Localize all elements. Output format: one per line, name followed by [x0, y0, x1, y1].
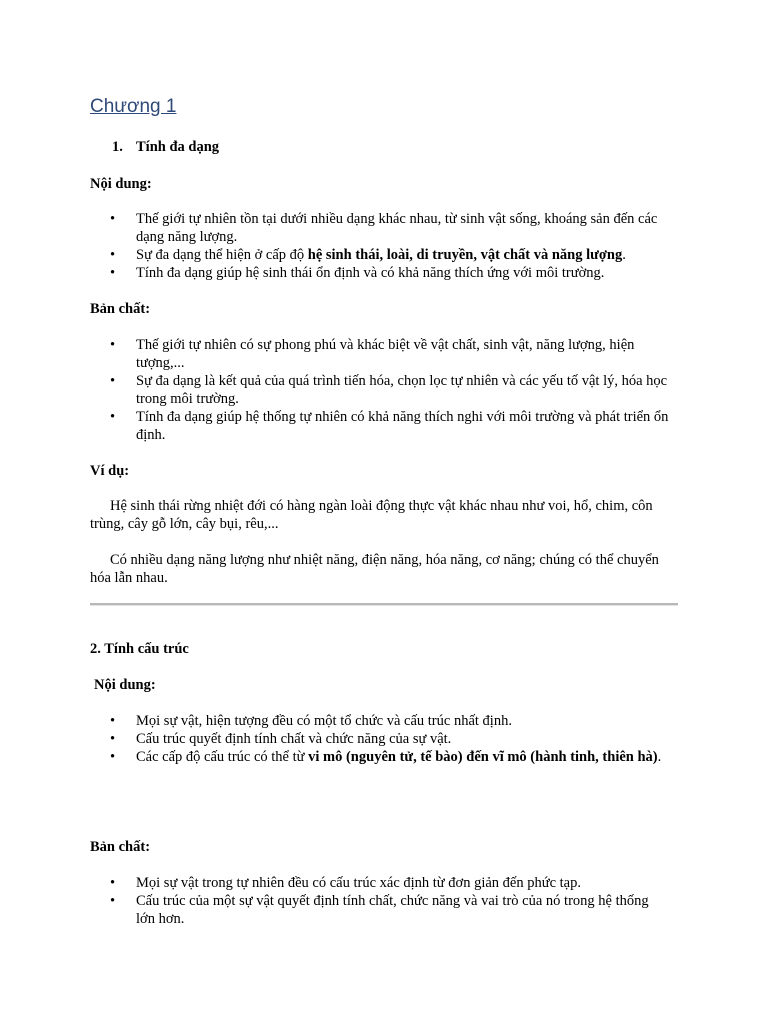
- list-item: • Mọi sự vật trong tự nhiên đều có cấu trúc xác định từ đơn giản đến phức tạp.: [90, 874, 670, 892]
- horizontal-divider: [90, 603, 678, 606]
- example-paragraph-1: Hệ sinh thái rừng nhiệt đới có hàng ngàn loài động thực vật khác nhau như voi, hổ, chim, côn trùng, cây gỗ lớn, cây bụi, rêu,...: [90, 498, 653, 532]
- section2-essence-list: [90, 874, 670, 928]
- section1-content-label: Nội dung:: [90, 176, 152, 192]
- section1-title: Tính đa dạng: [136, 139, 220, 155]
- section1-example-label: Ví dụ:: [90, 463, 130, 479]
- section2-content-list: [90, 712, 670, 766]
- section1-essence-label: Bản chất:: [90, 301, 151, 317]
- section2-content-label: Nội dung:: [94, 677, 156, 693]
- list-item: • Tính đa dạng giúp hệ sinh thái ổn định và có khả năng thích ứng với môi trường.: [90, 264, 670, 282]
- list-item: • Thế giới tự nhiên có sự phong phú và khác biệt về vật chất, sinh vật, năng lượng, hiện tượng,...: [90, 336, 670, 372]
- section2-essence-label: Bản chất:: [90, 839, 151, 855]
- list-item: • Cấu trúc của một sự vật quyết định tính chất, chức năng và vai trò của nó trong hệ thống lớn hơn.: [90, 892, 670, 928]
- chapter-title: Chương 1: [90, 96, 177, 117]
- section1-heading: [112, 138, 219, 156]
- section1-essence-list: [90, 336, 670, 444]
- list-item: • Tính đa dạng giúp hệ thống tự nhiên có khả năng thích nghi với môi trường và phát triển ổn định.: [90, 408, 670, 444]
- list-item: • Sự đa dạng là kết quả của quá trình tiến hóa, chọn lọc tự nhiên và các yếu tố vật lý, hóa học trong môi trường.: [90, 372, 670, 408]
- list-item: • Các cấp độ cấu trúc có thể từ vi mô (nguyên tử, tế bào) đến vĩ mô (hành tinh, thiên hà).: [90, 748, 670, 766]
- list-item: • Mọi sự vật, hiện tượng đều có một tổ chức và cấu trúc nhất định.: [90, 712, 670, 730]
- list-item: • Sự đa dạng thể hiện ở cấp độ hệ sinh thái, loài, di truyền, vật chất và năng lượng.: [90, 246, 670, 264]
- section1-content-list: [90, 210, 670, 282]
- example-paragraph-2: Có nhiều dạng năng lượng như nhiệt năng, điện năng, hóa năng, cơ năng; chúng có thể chuyển hóa lẫn nhau.: [90, 552, 659, 586]
- list-item: • Thế giới tự nhiên tồn tại dưới nhiều dạng khác nhau, từ sinh vật sống, khoáng sản đến các dạng năng lượng.: [90, 210, 670, 246]
- list-item: • Cấu trúc quyết định tính chất và chức năng của sự vật.: [90, 730, 670, 748]
- section2-heading: 2. Tính cấu trúc: [90, 641, 189, 657]
- section1-number: 1.: [112, 139, 123, 155]
